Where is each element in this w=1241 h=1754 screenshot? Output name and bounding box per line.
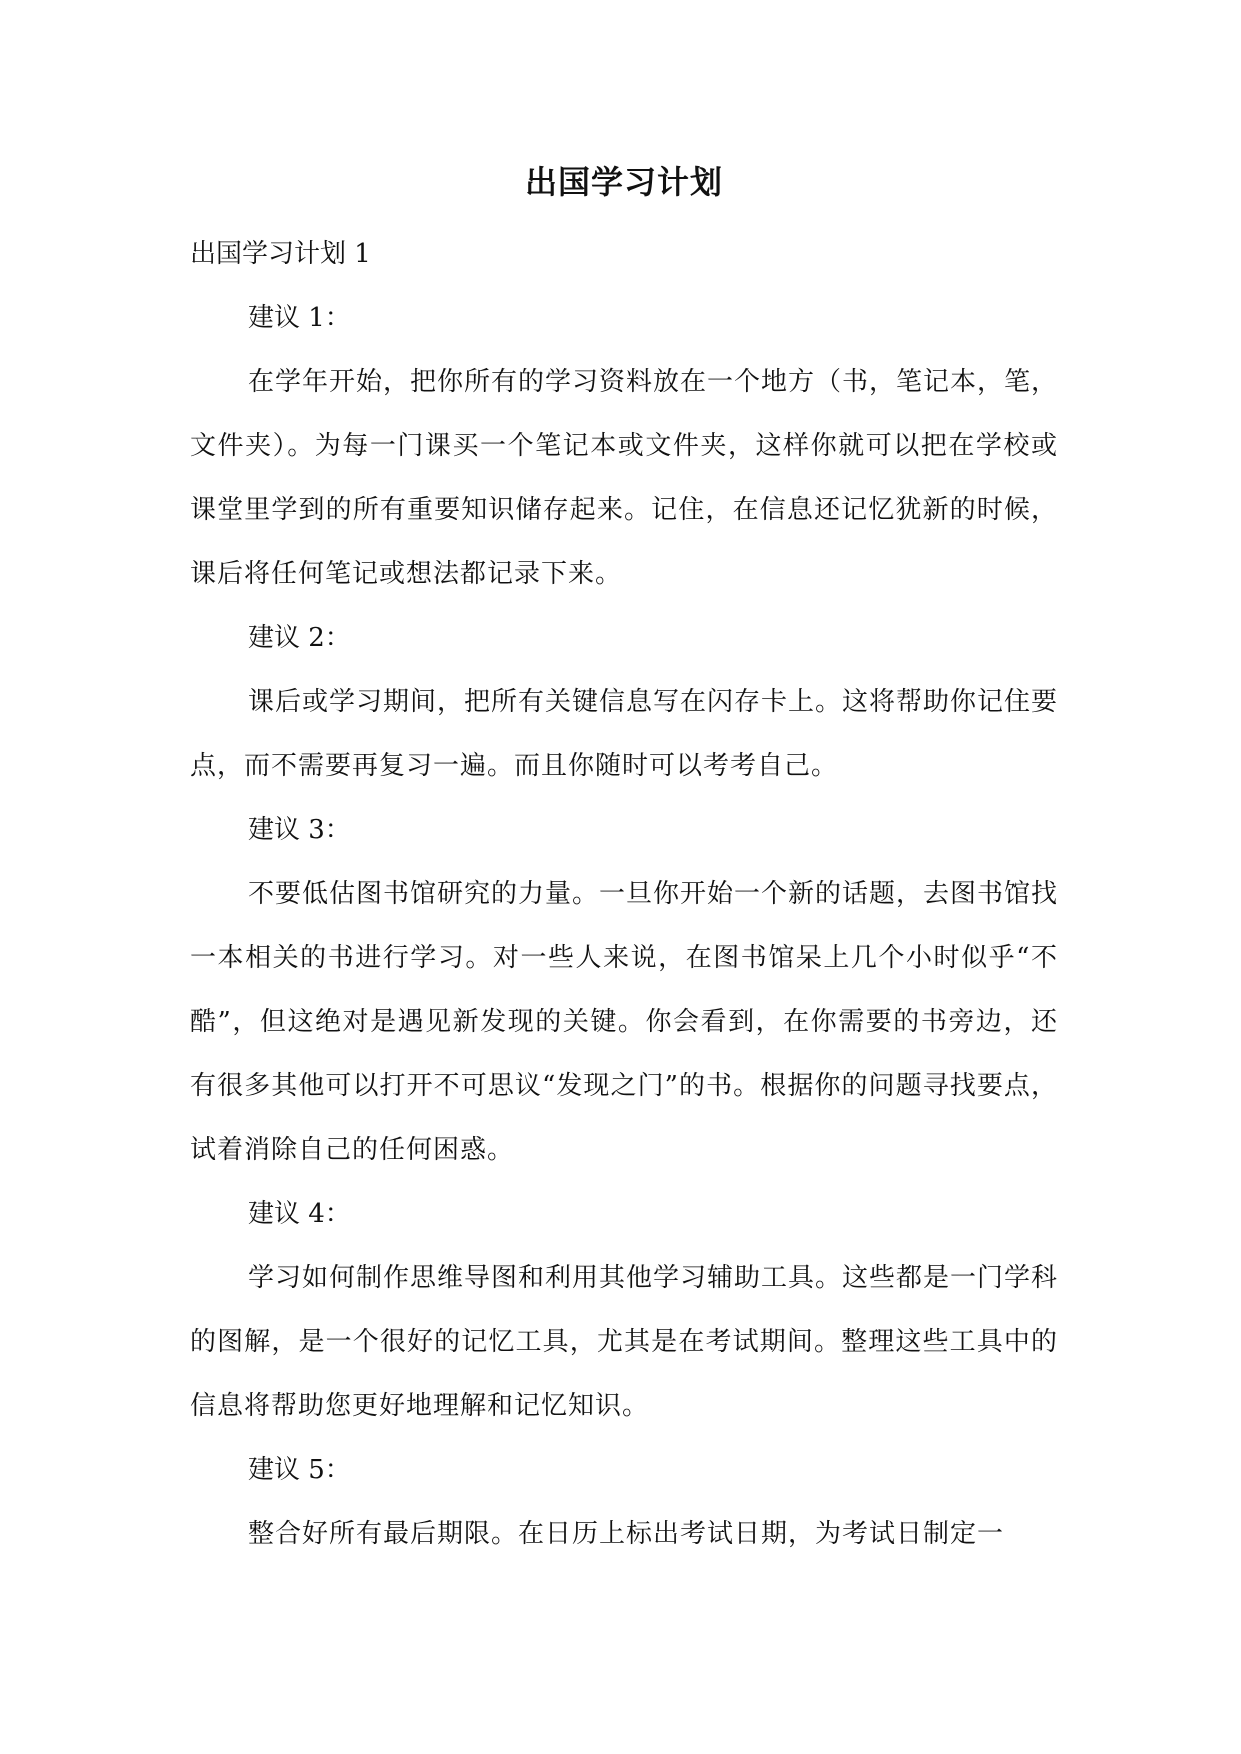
- tip-label-2: 建议 2：: [248, 623, 351, 653]
- section-heading: 出国学习计划 1: [190, 239, 371, 269]
- document-title: 出国学习计划: [524, 163, 723, 201]
- tip-paragraph-1: 在学年开始，把你所有的学习资料放在一个地方（书，笔记本，笔，文件夹）。为每一门课买一个笔记本或文件夹，这样你就可以把在学校或课堂里学到的所有重要知识储存起来。记住，在信息还记忆犹新的时候，课后将任何笔记或想法都记录下来。: [190, 367, 1059, 589]
- tip-paragraph-4: 学习如何制作思维导图和利用其他学习辅助工具。这些都是一门学科的图解，是一个很好的记忆工具，尤其是在考试期间。整理这些工具中的信息将帮助您更好地理解和记忆知识。: [190, 1263, 1059, 1421]
- document-body: [190, 158, 1058, 1566]
- tip-label-1: 建议 1：: [248, 303, 351, 333]
- tip-label-4: 建议 4：: [248, 1199, 351, 1229]
- tip-label-5: 建议 5：: [248, 1455, 351, 1485]
- tip-paragraph-2: 课后或学习期间，把所有关键信息写在闪存卡上。这将帮助你记住要点，而不需要再复习一遍。而且你随时可以考考自己。: [190, 687, 1059, 781]
- tip-paragraph-5: 整合好所有最后期限。在日历上标出考试日期，为考试日制定一: [248, 1519, 1005, 1549]
- tip-label-3: 建议 3：: [248, 815, 351, 845]
- tip-paragraph-3: 不要低估图书馆研究的力量。一旦你开始一个新的话题，去图书馆找一本相关的书进行学习。对一些人来说，在图书馆呆上几个小时似乎“不酷”，但这绝对是遇见新发现的关键。你会看到，在你需要的书旁边，还有很多其他可以打开不可思议“发现之门”的书。根据你的问题寻找要点，试着消除自己的任何困惑。: [190, 879, 1059, 1165]
